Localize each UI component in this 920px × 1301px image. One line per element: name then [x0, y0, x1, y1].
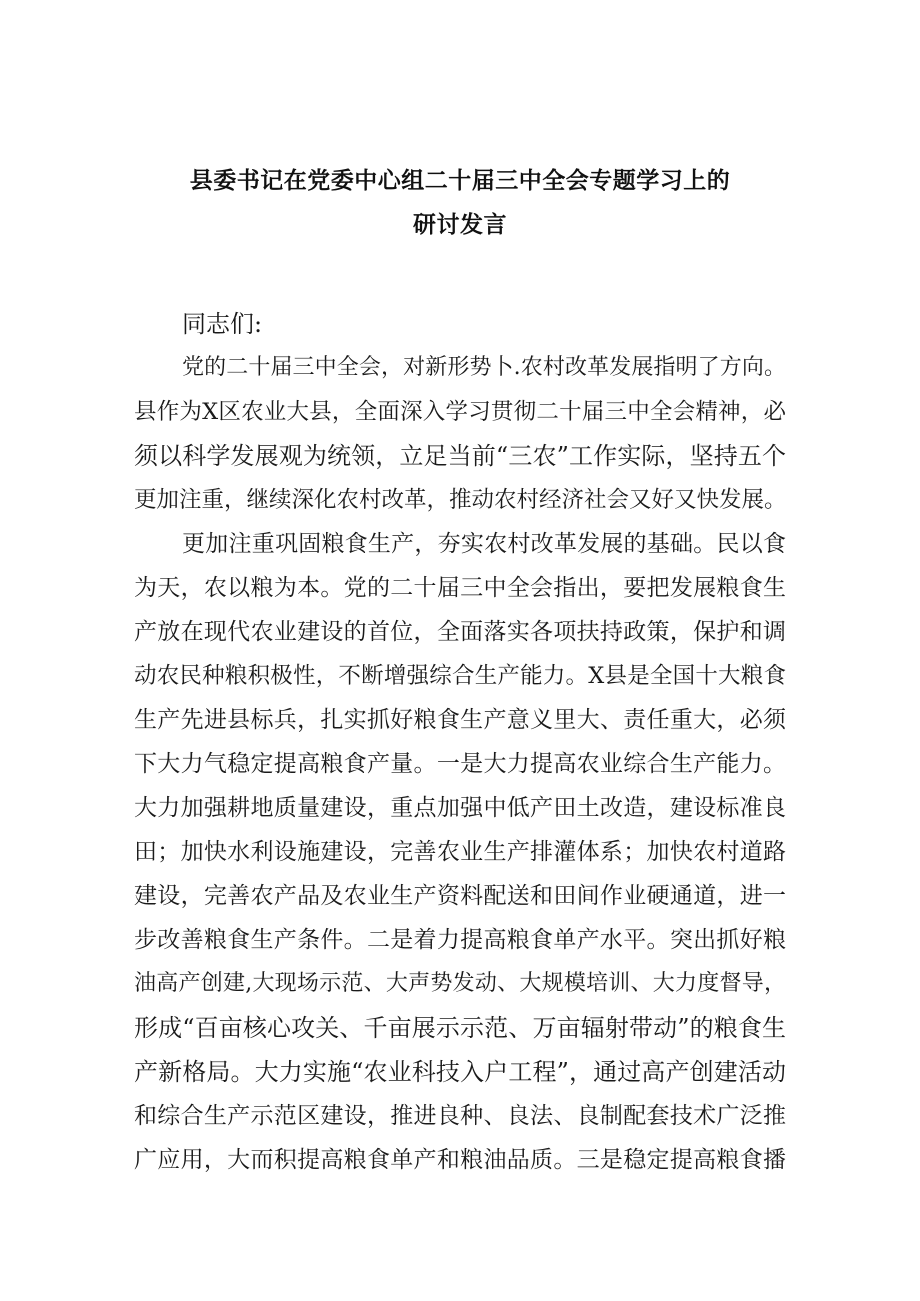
body-line: 党的二十届三中全会，对新形势卜.农村改革发展指明了方向。 [182, 355, 786, 380]
body-line: 大力加强耕地质量建设，重点加强中低产田土改造，建设标准良 [134, 795, 786, 821]
body-line: 更加注重，继续深化农村改革，推动农村经济社会又好又快发展。 [134, 487, 787, 513]
body-line: 建设，完善农产品及农业生产资料配送和田间作业硬通道，进一 [134, 883, 786, 909]
body-line: 产放在现代农业建设的首位，全面落实各项扶持政策，保护和调 [134, 619, 786, 645]
body-line: 县作为X区农业大县，全面深入学习贯彻二十届三中全会精神，必 [134, 399, 786, 425]
body-line: 广应用，大而积提高粮食单产和粮油品质。三是稳定提高粮食播 [134, 1147, 786, 1173]
document-body [134, 302, 786, 1182]
body-line: 田；加快水利设施建设，完善农业生产排灌体系；加快农村道路 [134, 839, 786, 865]
body-line: 下大力气稳定提高粮食产量。一是大力提高农业综合生产能力。 [134, 751, 786, 777]
body-line: 同志们: [182, 310, 263, 338]
body-line: 动农民种粮积极性，不断增强综合生产能力。X县是全国十大粮食 [134, 663, 786, 689]
body-line: 油高产创建,大现场示范、大声势发动、大规模培训、大力度督导， [134, 971, 786, 996]
body-line: 和综合生产示范区建设，推进良种、良法、良制配套技术广泛推 [134, 1103, 786, 1129]
document-title-line-1: 县委书记在党委中心组二十届三中全会专题学习上的 [189, 168, 731, 194]
body-line: 生产先进县标兵，扎实抓好粮食生产意义里大、责任重大，必须 [134, 707, 786, 733]
body-line: 步改善粮食生产条件。二是着力提高粮食单产水平。突出抓好粮 [134, 927, 786, 953]
document-title-line-2: 研讨发言 [413, 212, 507, 238]
body-line: 须以科学发展观为统领，立足当前“三农”工作实际，坚持五个 [134, 442, 786, 470]
body-line: 形成“百亩核心攻关、千亩展示示范、万亩辐射带动”的粮食生 [134, 1014, 786, 1042]
body-line: 为天，农以粮为本。党的二十届三中全会指出，要把发展粮食生 [134, 575, 786, 601]
body-line: 更加注重巩固粮食生产，夯实农村改革发展的基础。民以食 [182, 531, 786, 557]
body-line: 产新格局。大力实施“农业科技入户工程”，通过高产创建活动 [134, 1058, 786, 1086]
